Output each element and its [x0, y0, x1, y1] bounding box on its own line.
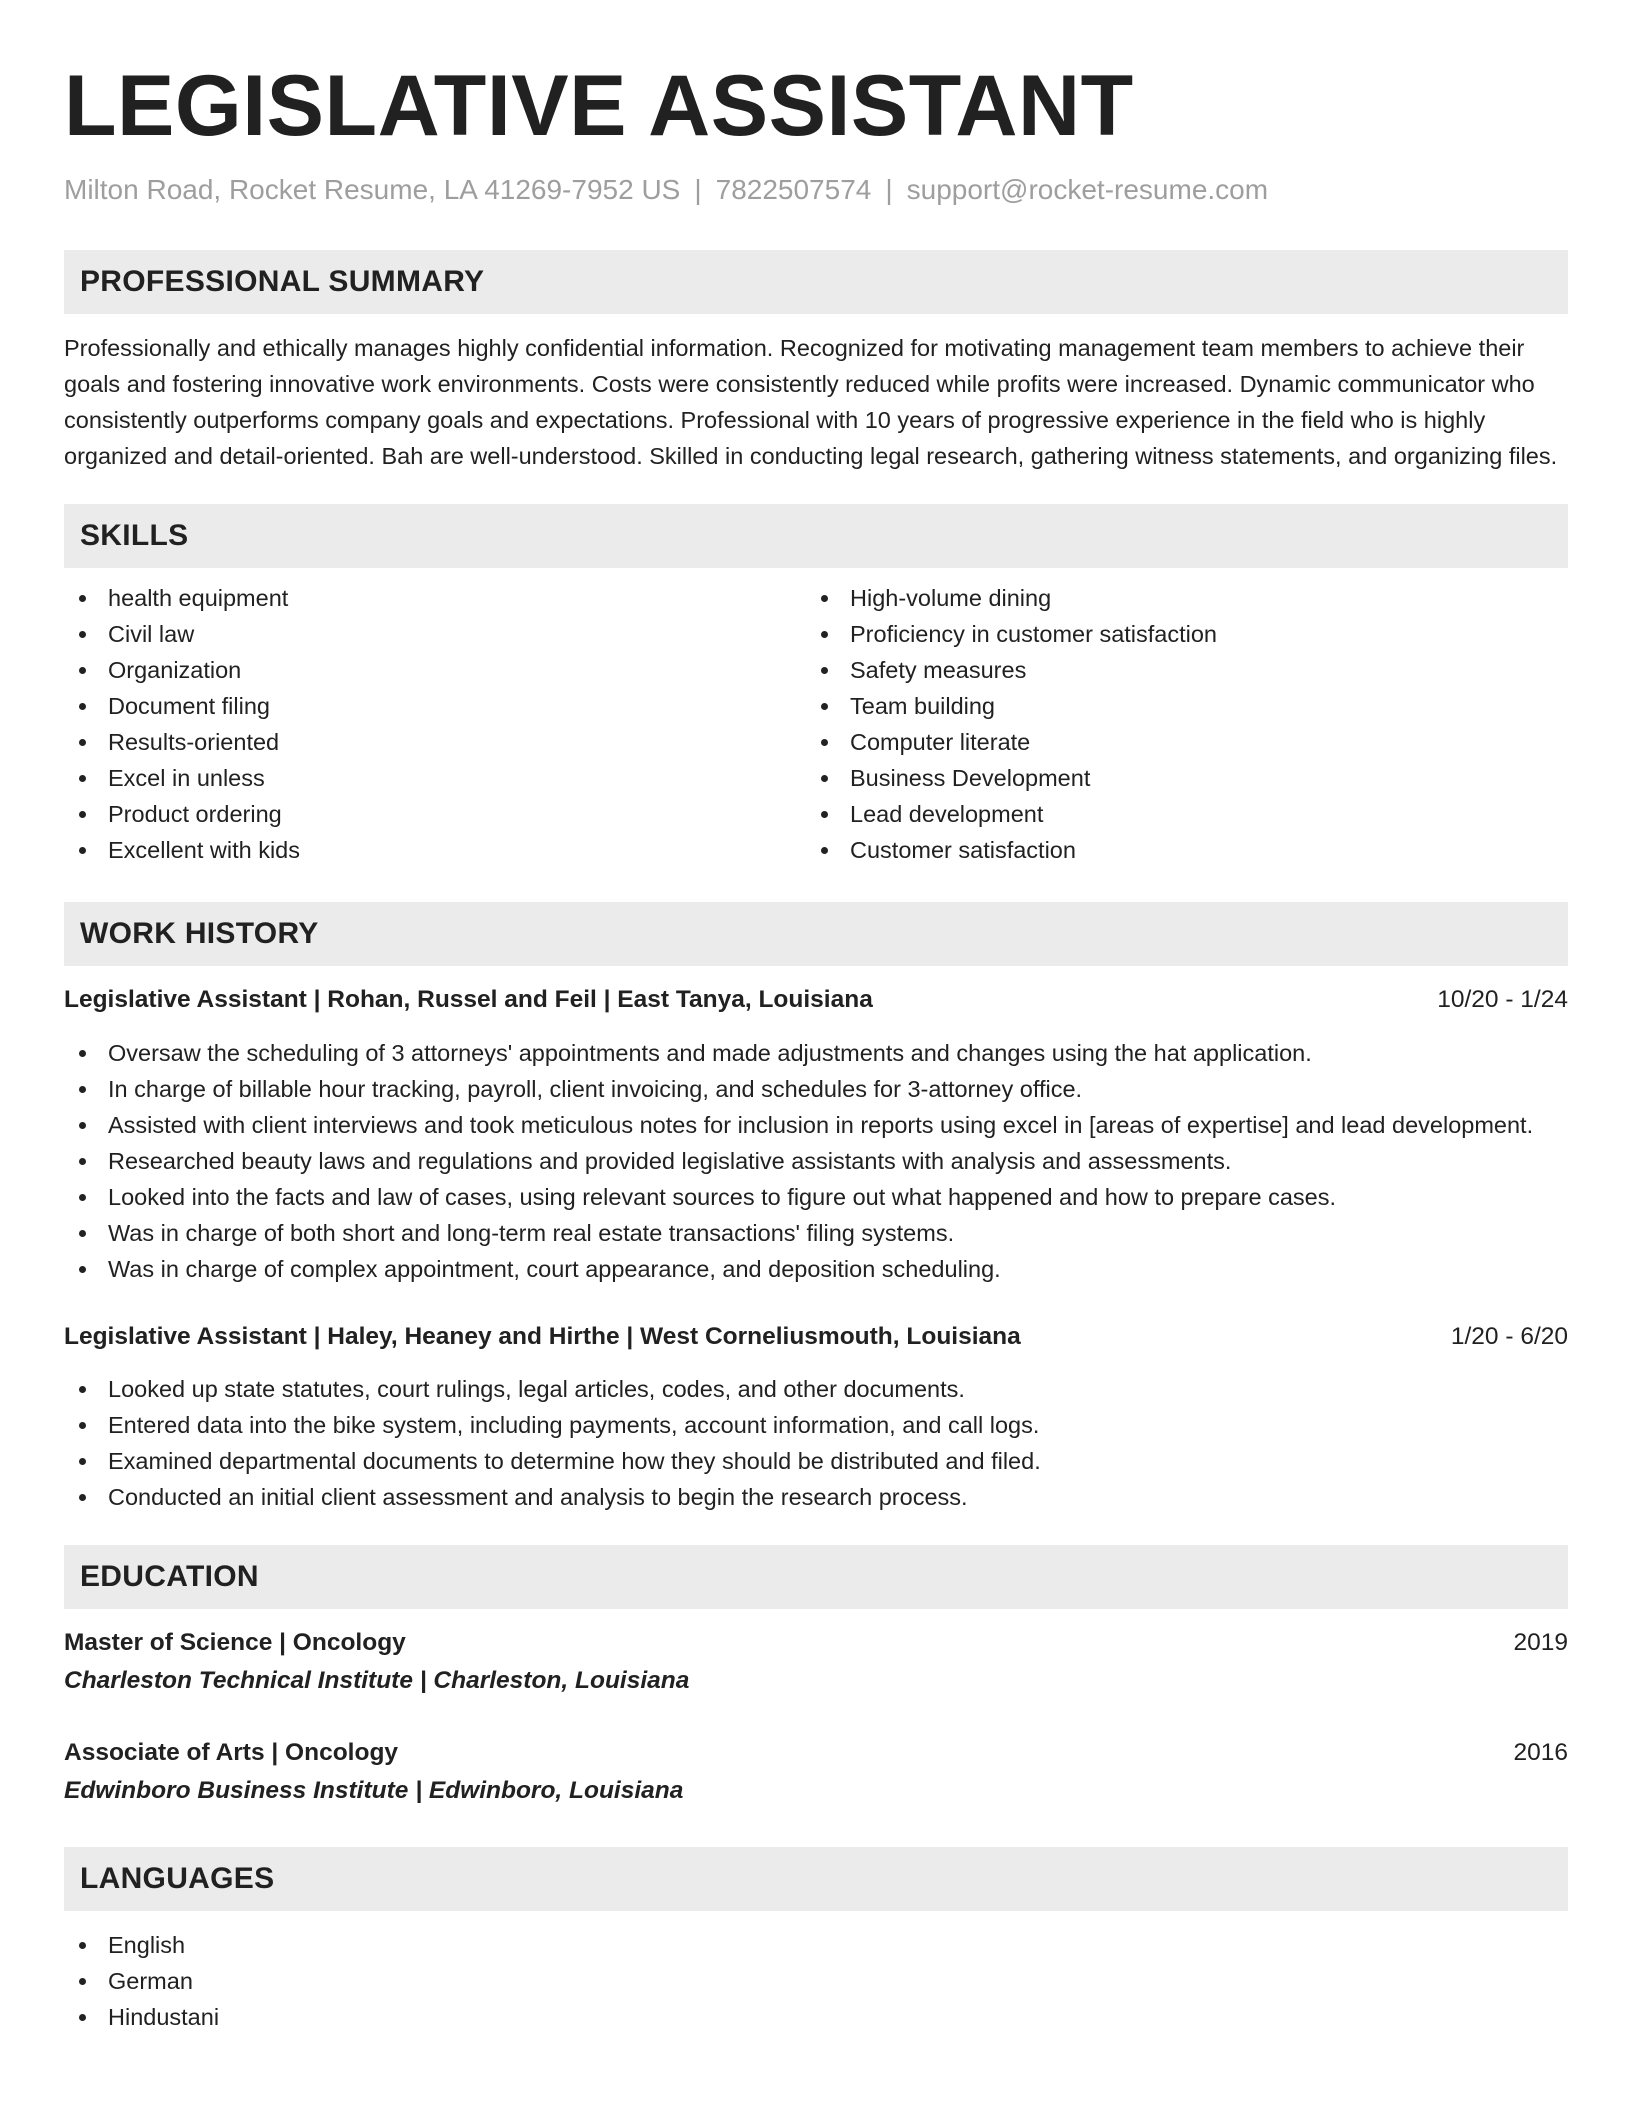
skill-item: Customer satisfaction — [806, 832, 1548, 868]
skill-item: Excellent with kids — [64, 832, 806, 868]
job-dates: 10/20 - 1/24 — [1437, 986, 1568, 1013]
job-bullet: Assisted with client interviews and took meticulous notes for inclusion in reports using excel in [areas of expertise] and lead development. — [64, 1107, 1568, 1143]
resume-page — [64, 0, 1568, 2035]
resume-name: LEGISLATIVE ASSISTANT — [64, 58, 1134, 154]
education-header — [64, 1735, 1568, 1771]
job-bullet: Conducted an initial client assessment and analysis to begin the research process. — [64, 1479, 1568, 1515]
job-bullet: Entered data into the bike system, including payments, account information, and call logs. — [64, 1407, 1568, 1443]
job-title: Legislative Assistant | Haley, Heaney and Hirthe | West Corneliusmouth, Louisiana — [64, 1323, 1021, 1350]
skill-item: Excel in unless — [64, 760, 806, 796]
job-bullet: Examined departmental documents to determine how they should be distributed and filed. — [64, 1443, 1568, 1479]
education-degree: Associate of Arts | Oncology — [64, 1739, 399, 1766]
skill-item: Results-oriented — [64, 724, 806, 760]
skill-item: Business Development — [806, 760, 1548, 796]
education-year: 2016 — [1513, 1739, 1568, 1766]
job-bullet: In charge of billable hour tracking, payroll, client invoicing, and schedules for 3-attorney office. — [64, 1071, 1568, 1107]
section-header-skills: SKILLS — [64, 504, 1568, 568]
skill-item: Safety measures — [806, 652, 1548, 688]
job-header — [64, 1319, 1568, 1355]
education-header — [64, 1625, 1568, 1661]
education-school: Edwinboro Business Institute | Edwinboro, Louisiana — [64, 1777, 684, 1804]
job-dates: 1/20 - 6/20 — [1450, 1323, 1568, 1350]
job-bullet: Was in charge of both short and long-term real estate transactions' filing systems. — [64, 1215, 1568, 1251]
section-header-languages: LANGUAGES — [64, 1847, 1568, 1911]
skill-item: Product ordering — [64, 796, 806, 832]
skills-right-list — [806, 580, 1548, 868]
job-bullet: Looked into the facts and law of cases, using relevant sources to figure out what happened and how to prepare cases. — [64, 1179, 1568, 1215]
section-header-work: WORK HISTORY — [64, 902, 1568, 966]
skills-grid — [64, 580, 1568, 868]
section-header-education: EDUCATION — [64, 1545, 1568, 1609]
job-bullet: Oversaw the scheduling of 3 attorneys' appointments and made adjustments and changes using the hat application. — [64, 1035, 1568, 1071]
skill-item: Lead development — [806, 796, 1548, 832]
education-degree: Master of Science | Oncology — [64, 1629, 406, 1656]
section-header-summary: PROFESSIONAL SUMMARY — [64, 250, 1568, 314]
contact-line — [64, 172, 1568, 208]
job-bullet: Looked up state statutes, court rulings, legal articles, codes, and other documents. — [64, 1371, 1568, 1407]
contact-phone: 7822507574 — [715, 174, 872, 205]
job-bullets — [64, 1035, 1568, 1287]
skill-item: Computer literate — [806, 724, 1548, 760]
languages-list — [64, 1927, 1568, 2035]
education-school: Charleston Technical Institute | Charleston, Louisiana — [64, 1667, 690, 1694]
skill-item: Organization — [64, 652, 806, 688]
skill-item: Civil law — [64, 616, 806, 652]
skill-item: Document filing — [64, 688, 806, 724]
education-year: 2019 — [1513, 1629, 1568, 1656]
skill-item: High-volume dining — [806, 580, 1548, 616]
skill-item: Proficiency in customer satisfaction — [806, 616, 1548, 652]
job-header — [64, 982, 1568, 1018]
skill-item: health equipment — [64, 580, 806, 616]
summary-text: Professionally and ethically manages highly confidential information. Recognized for motivating management team members to achieve their goals and fostering innovative work environments. Costs were consistently reduced while profits were increased. Dynamic communicator who consistently outperforms company goals and expectations. Professional with 10 years of progressive experience in the field who is highly organized and detail-oriented. Bah are well-understood. Skilled in conducting legal research, gathering witness statements, and organizing files. — [64, 335, 1558, 469]
job-bullet: Researched beauty laws and regulations and provided legislative assistants with analysis and assessments. — [64, 1143, 1568, 1179]
contact-email: support@rocket-resume.com — [906, 174, 1269, 205]
skills-left-list — [64, 580, 806, 868]
job-title: Legislative Assistant | Rohan, Russel and Feil | East Tanya, Louisiana — [64, 986, 873, 1013]
job-bullet: Was in charge of complex appointment, court appearance, and deposition scheduling. — [64, 1251, 1568, 1287]
language-item: Hindustani — [64, 1999, 1568, 2035]
contact-address: Milton Road, Rocket Resume, LA 41269-7952 US — [64, 174, 681, 205]
language-item: English — [64, 1927, 1568, 1963]
contact-separator: | — [885, 174, 893, 205]
job-bullets — [64, 1371, 1568, 1515]
language-item: German — [64, 1963, 1568, 1999]
skill-item: Team building — [806, 688, 1548, 724]
contact-separator: | — [694, 174, 702, 205]
